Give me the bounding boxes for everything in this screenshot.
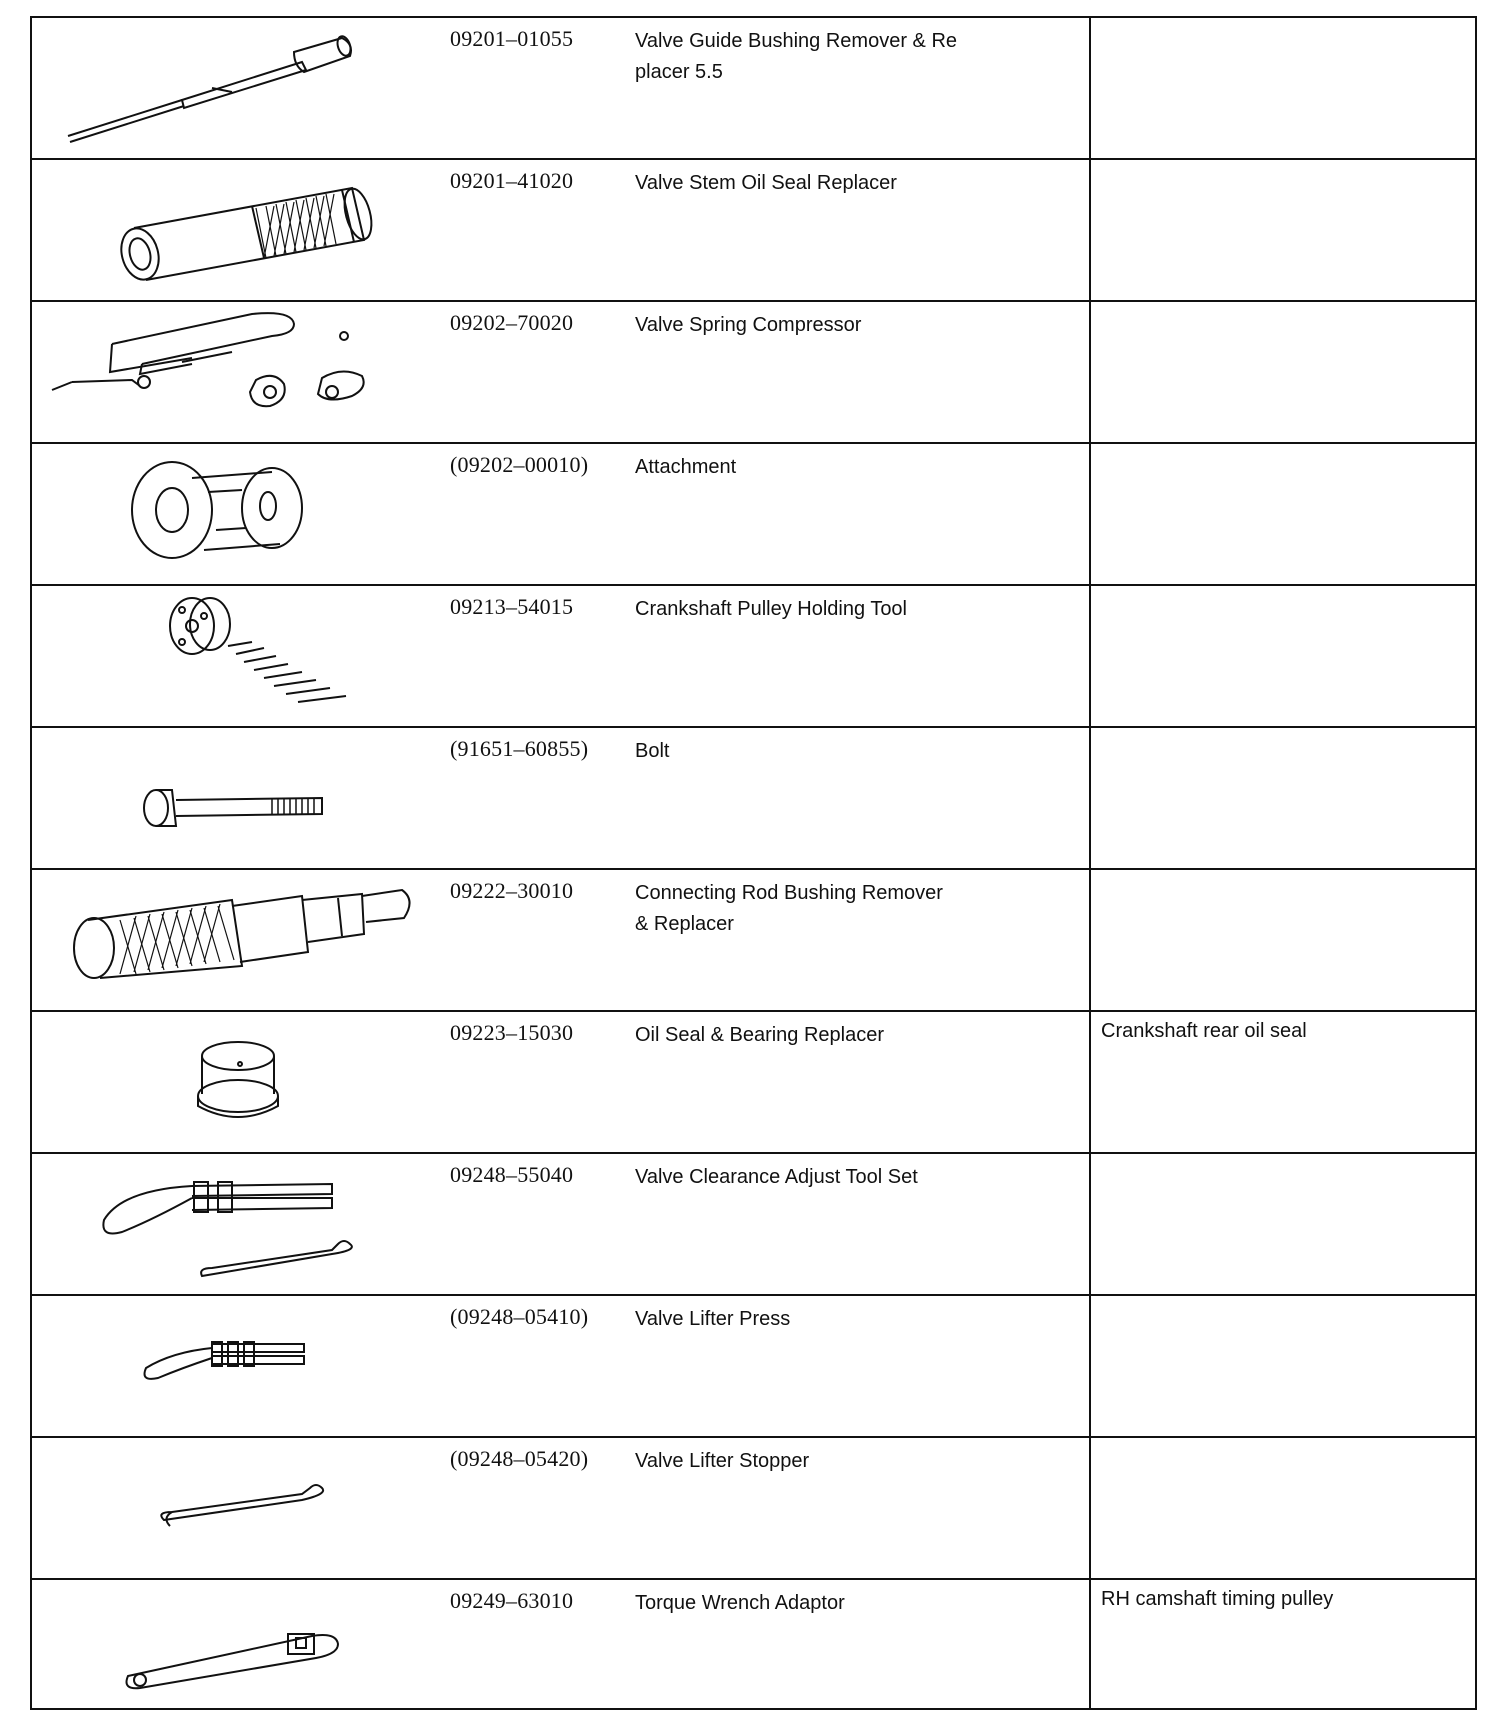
table-row bbox=[32, 728, 1475, 870]
valve-lifter-press-icon bbox=[32, 1296, 452, 1436]
special-tools-table bbox=[30, 16, 1477, 1710]
part-number: 09213–54015 bbox=[450, 594, 574, 619]
attachment-icon bbox=[32, 444, 452, 584]
tool-description: Valve Stem Oil Seal Replacer bbox=[635, 172, 897, 194]
tool-note: RH camshaft timing pulley bbox=[1101, 1588, 1334, 1610]
valve-lifter-stopper-icon bbox=[32, 1438, 452, 1578]
part-number: 09222–30010 bbox=[450, 878, 574, 903]
part-number: (09202–00010) bbox=[450, 452, 589, 477]
part-number: 09201–01055 bbox=[450, 26, 574, 51]
table-row bbox=[32, 160, 1475, 302]
tool-description: Valve Clearance Adjust Tool Set bbox=[635, 1166, 918, 1188]
oil-seal-bearing-replacer-icon bbox=[32, 1012, 452, 1152]
part-number: 09202–70020 bbox=[450, 310, 574, 335]
torque-wrench-adaptor-icon bbox=[32, 1580, 452, 1720]
tool-description: Valve Lifter Stopper bbox=[635, 1450, 810, 1472]
table-row bbox=[32, 1580, 1475, 1722]
table-row bbox=[32, 18, 1475, 160]
tool-description: Oil Seal & Bearing Replacer bbox=[635, 1024, 885, 1046]
tool-description: Bolt bbox=[635, 740, 670, 762]
tool-note: Crankshaft rear oil seal bbox=[1101, 1020, 1307, 1042]
part-number: 09223–15030 bbox=[450, 1020, 574, 1045]
table-row bbox=[32, 302, 1475, 444]
tool-description: Crankshaft Pulley Holding Tool bbox=[635, 598, 908, 620]
crankshaft-pulley-holding-tool-icon bbox=[32, 586, 452, 726]
valve-clearance-adjust-tool-set-icon bbox=[32, 1154, 452, 1294]
tool-description: Valve Spring Compressor bbox=[635, 314, 862, 336]
tool-description: Valve Lifter Press bbox=[635, 1308, 791, 1330]
valve-stem-oil-seal-replacer-icon bbox=[32, 160, 452, 300]
table-row bbox=[32, 1154, 1475, 1296]
tool-description: Torque Wrench Adaptor bbox=[635, 1592, 845, 1614]
table-row bbox=[32, 870, 1475, 1012]
part-number: (91651–60855) bbox=[450, 736, 589, 761]
part-number: 09201–41020 bbox=[450, 168, 574, 193]
table-row bbox=[32, 1012, 1475, 1154]
bolt-icon bbox=[32, 728, 452, 868]
tool-description: Valve Guide Bushing Remover & Re placer 5.5 bbox=[635, 30, 958, 83]
table-row bbox=[32, 586, 1475, 728]
valve-spring-compressor-icon bbox=[32, 302, 452, 442]
tool-description: Attachment bbox=[635, 456, 737, 478]
connecting-rod-bushing-remover-icon bbox=[32, 870, 452, 1010]
part-number: 09249–63010 bbox=[450, 1588, 574, 1613]
table-row bbox=[32, 444, 1475, 586]
valve-guide-bushing-remover-icon bbox=[32, 18, 452, 158]
table-row bbox=[32, 1438, 1475, 1580]
part-number: 09248–55040 bbox=[450, 1162, 574, 1187]
table-row bbox=[32, 1296, 1475, 1438]
part-number: (09248–05420) bbox=[450, 1446, 589, 1471]
tool-description: Connecting Rod Bushing Remover & Replacer bbox=[635, 882, 943, 935]
part-number: (09248–05410) bbox=[450, 1304, 589, 1329]
